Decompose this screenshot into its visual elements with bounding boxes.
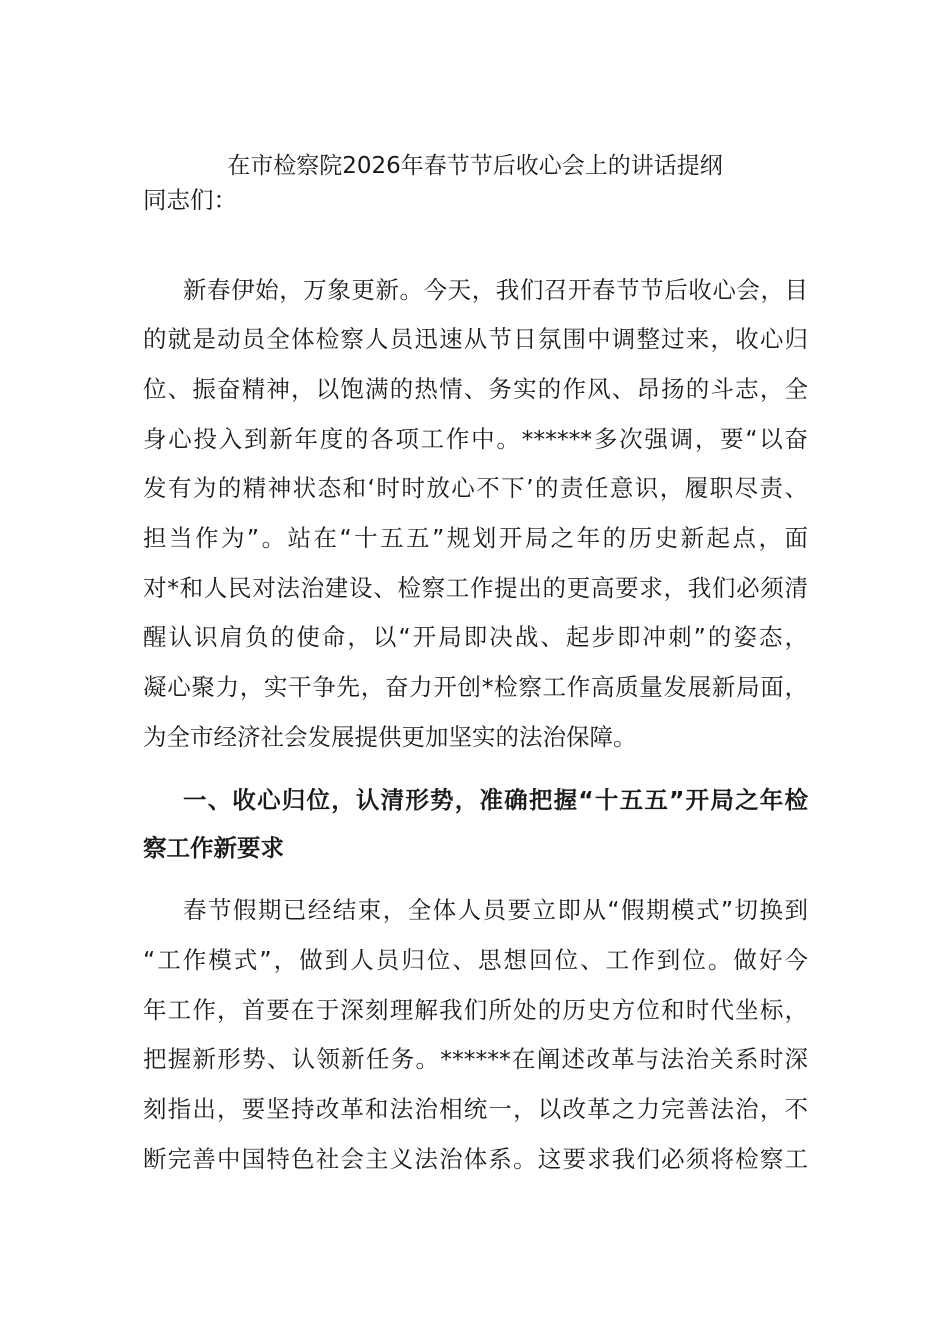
document-title: 在市检察院2026年春节节后收心会上的讲话提纲 <box>227 153 723 179</box>
paragraph-line: 发有为的精神状态和‘时时放心不下’的责任意识，履职尽责、 <box>143 474 808 502</box>
paragraph-line: 醒认识肩负的使命，以“开局即决战、起步即冲刺”的姿态， <box>143 623 808 651</box>
paragraph-line: 的就是动员全体检察人员迅速从节日氛围中调整过来，收心归 <box>143 325 808 353</box>
paragraph-line: 位、振奋精神，以饱满的热情、务实的作风、昂扬的斗志，全 <box>143 375 808 403</box>
paragraph-line: 为全市经济社会发展提供更加坚实的法治保障。 <box>143 723 637 751</box>
paragraph-line: 春节假期已经结束，全体人员要立即从“假期模式”切换到 <box>183 896 808 924</box>
paragraph-line: “工作模式”，做到人员归位、思想回位、工作到位。做好今 <box>143 946 808 974</box>
salutation: 同志们： <box>143 186 237 214</box>
paragraph-line: 刻指出，要坚持改革和法治相统一，以改革之力完善法治，不 <box>143 1095 808 1123</box>
paragraph-line: 身心投入到新年度的各项工作中。******多次强调，要“以奋 <box>143 425 808 453</box>
paragraph-line: 把握新形势、认领新任务。******在阐述改革与法治关系时深 <box>143 1045 808 1073</box>
section-heading-line: 一、收心归位，认清形势，准确把握“十五五”开局之年检 <box>183 786 808 814</box>
paragraph-line: 对*和人民对法治建设、检察工作提出的更高要求，我们必须清 <box>143 574 808 602</box>
paragraph-line: 年工作，首要在于深刻理解我们所处的历史方位和时代坐标， <box>143 996 808 1024</box>
section-heading-line: 察工作新要求 <box>143 834 284 862</box>
paragraph-line: 凝心聚力，实干争先，奋力开创*检察工作高质量发展新局面， <box>143 673 808 701</box>
paragraph-line: 断完善中国特色社会主义法治体系。这要求我们必须将检察工 <box>143 1145 808 1173</box>
paragraph-line: 新春伊始，万象更新。今天，我们召开春节节后收心会，目 <box>183 276 808 304</box>
paragraph-line: 担当作为”。站在“十五五”规划开局之年的历史新起点，面 <box>143 524 808 552</box>
